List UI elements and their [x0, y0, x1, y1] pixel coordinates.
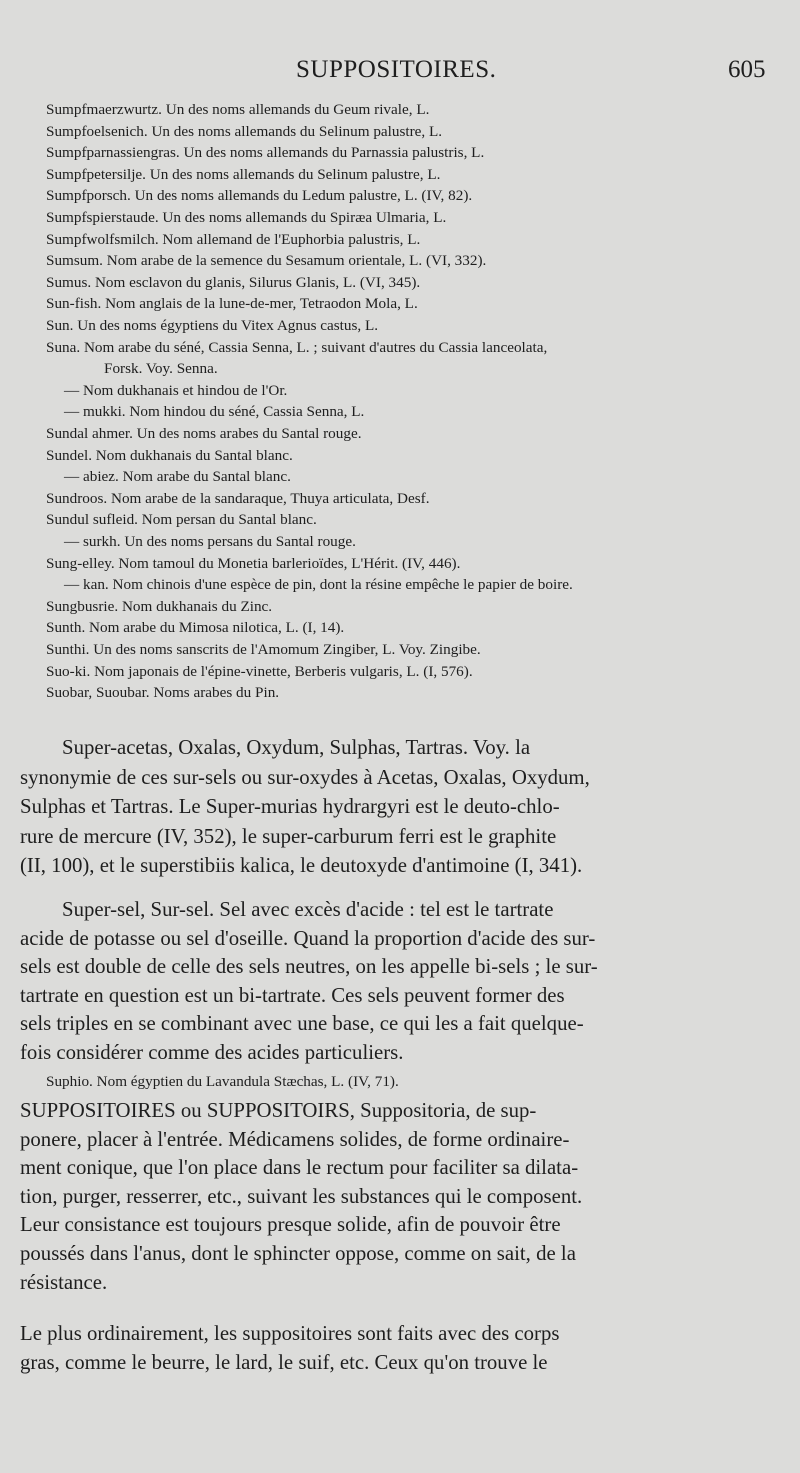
page-number: 605: [728, 56, 766, 83]
suppositoires-line: SUPPOSITOIRES ou SUPPOSITOIRS, Suppositoria, de sup-: [20, 1099, 537, 1122]
glossary-entry: — mukki. Nom hindou du séné, Cassia Senna, L.: [64, 403, 365, 421]
glossary-entry: — Nom dukhanais et hindou de l'Or.: [64, 381, 288, 399]
running-title: SUPPOSITOIRES.: [296, 56, 497, 83]
glossary-entry: Sumpfmaerzwurtz. Un des noms allemands du Geum rivale, L.: [46, 101, 430, 118]
glossary-entry: Sumpfwolfsmilch. Nom allemand de l'Euphorbia palustris, L.: [46, 230, 421, 248]
closing-line: Le plus ordinairement, les suppositoires sont faits avec des corps: [20, 1322, 560, 1345]
glossary-entry: Sundul sufleid. Nom persan du Santal blanc.: [46, 511, 317, 529]
glossary-entry: Sumpfpetersilje. Un des noms allemands du Selinum palustre, L.: [46, 165, 441, 183]
suphio-entry: Suphio. Nom égyptien du Lavandula Stæchas, L. (IV, 71).: [46, 1073, 399, 1090]
super-sel-line: sels est double de celle des sels neutres, on les appelle bi-sels ; le sur-: [20, 955, 598, 979]
glossary-entry: Forsk. Voy. Senna.: [104, 360, 218, 378]
glossary-entry: Sung-elley. Nom tamoul du Monetia barlerioïdes, L'Hérit. (IV, 446).: [46, 554, 461, 572]
suppositoires-line: ment conique, que l'on place dans le rectum pour faciliter sa dilata-: [20, 1156, 579, 1180]
suppositoires-line: ponere, placer à l'entrée. Médicamens solides, de forme ordinaire-: [20, 1127, 570, 1151]
glossary-entry: Sumpfparnassiengras. Un des noms allemands du Parnassia palustris, L.: [46, 144, 485, 162]
glossary-entry: Sun-fish. Nom anglais de la lune-de-mer, Tetraodon Mola, L.: [46, 295, 418, 313]
super-acetas-line: rure de mercure (IV, 352), le super-carburum ferri est le graphite: [20, 824, 557, 848]
super-acetas-line: synonymie de ces sur-sels ou sur-oxydes à Acetas, Oxalas, Oxydum,: [20, 765, 590, 789]
super-acetas-line: Super-acetas, Oxalas, Oxydum, Sulphas, Tartras. Voy. la: [62, 736, 531, 759]
suppositoires-line: Leur consistance est toujours presque solide, afin de pouvoir être: [20, 1213, 561, 1237]
glossary-entry: Sumpfspierstaude. Un des noms allemands du Spiræa Ulmaria, L.: [46, 209, 447, 226]
closing-line: gras, comme le beurre, le lard, le suif, etc. Ceux qu'on trouve le: [20, 1351, 548, 1374]
glossary-entry: Sundroos. Nom arabe de la sandaraque, Thuya articulata, Desf.: [46, 489, 430, 507]
glossary-entry: — kan. Nom chinois d'une espèce de pin, dont la résine empêche le papier de boire.: [64, 576, 573, 594]
glossary-entry: Suobar, Suoubar. Noms arabes du Pin.: [46, 684, 280, 702]
super-sel-line: fois considérer comme des acides particuliers.: [20, 1041, 404, 1064]
super-acetas-line: (II, 100), et le superstibiis kalica, le deutoxyde d'antimoine (I, 341).: [20, 854, 583, 878]
super-sel-line: acide de potasse ou sel d'oseille. Quand la proportion d'acide des sur-: [20, 926, 596, 950]
suppositoires-line: poussés dans l'anus, dont le sphincter oppose, comme on sait, de la: [20, 1242, 576, 1265]
page-header: [0, 56, 800, 90]
suppositoires-line: tion, purger, resserrer, etc., suivant les substances qui le composent.: [20, 1184, 583, 1208]
glossary-entry: Sunthi. Un des noms sanscrits de l'Amomum Zingiber, L. Voy. Zingibe.: [46, 641, 481, 658]
glossary-entry: Sumpfoelsenich. Un des noms allemands du Selinum palustre, L.: [46, 122, 443, 140]
glossary-entry: Sumus. Nom esclavon du glanis, Silurus Glanis, L. (VI, 345).: [46, 273, 421, 291]
super-sel-line: Super-sel, Sur-sel. Sel avec excès d'acide : tel est le tartrate: [62, 898, 554, 921]
glossary-entry: Sunth. Nom arabe du Mimosa nilotica, L. (I, 14).: [46, 619, 345, 637]
glossary-entry: — surkh. Un des noms persans du Santal rouge.: [64, 533, 356, 550]
super-sel-line: tartrate en question est un bi-tartrate. Ces sels peuvent former des: [20, 983, 565, 1007]
glossary-entry: Sundal ahmer. Un des noms arabes du Santal rouge.: [46, 425, 362, 442]
glossary-entry: Sumsum. Nom arabe de la semence du Sesamum orientale, L. (VI, 332).: [46, 252, 487, 270]
glossary-entry: Sungbusrie. Nom dukhanais du Zinc.: [46, 597, 273, 615]
super-acetas-line: Sulphas et Tartras. Le Super-murias hydrargyri est le deuto-chlo-: [20, 795, 560, 819]
super-sel-line: sels triples en se combinant avec une base, ce qui les a fait quelque-: [20, 1012, 584, 1036]
glossary-entry: Suo-ki. Nom japonais de l'épine-vinette, Berberis vulgaris, L. (I, 576).: [46, 662, 473, 680]
glossary-entry: Sundel. Nom dukhanais du Santal blanc.: [46, 446, 293, 464]
glossary-entry: Sumpfporsch. Un des noms allemands du Ledum palustre, L. (IV, 82).: [46, 187, 473, 205]
suppositoires-line: résistance.: [20, 1270, 108, 1294]
glossary-entry: — abiez. Nom arabe du Santal blanc.: [64, 468, 291, 486]
glossary-entry: Suna. Nom arabe du séné, Cassia Senna, L. ; suivant d'autres du Cassia lanceolata,: [46, 338, 548, 356]
glossary-entry: Sun. Un des noms égyptiens du Vitex Agnus castus, L.: [46, 317, 379, 334]
